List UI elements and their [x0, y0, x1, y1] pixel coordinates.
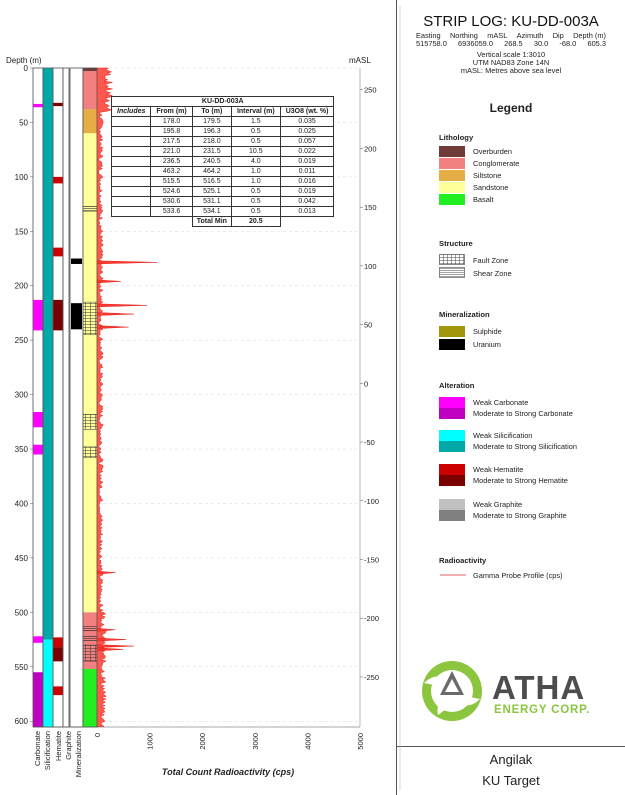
- weak-silicification-swatch: [439, 430, 465, 441]
- cps-tick-label: 2000: [198, 733, 208, 750]
- masl-tick-label: -250: [364, 672, 380, 682]
- lithology-interval: [83, 669, 97, 727]
- basalt-label: Basalt: [473, 195, 494, 204]
- masl-tick-label: 250: [364, 85, 377, 95]
- hematite-interval: [53, 177, 63, 184]
- table-header-cell: To (m): [192, 107, 231, 117]
- table-cell: 1.0: [231, 167, 280, 177]
- table-cell: 240.5: [192, 157, 231, 167]
- table-cell: 0.019: [280, 187, 334, 197]
- strong-carbonate-swatch: [439, 408, 465, 419]
- depth-tick-label: 50: [19, 118, 28, 128]
- table-header-row: [112, 107, 334, 117]
- column-label: Mineralization: [74, 731, 83, 778]
- table-cell: 231.5: [192, 147, 231, 157]
- table-cell: 0.016: [280, 177, 334, 187]
- cps-axis-title: Total Count Radioactivity (cps): [161, 767, 295, 777]
- silicification-interval: [43, 68, 53, 640]
- logo-mark-icon: [422, 661, 482, 721]
- project-name: Angilak: [489, 752, 533, 767]
- logo-subtitle: ENERGY CORP.: [494, 704, 591, 716]
- depth-tick-label: 500: [14, 608, 28, 618]
- depth-tick-label: 300: [14, 390, 28, 400]
- table-cell: 533.6: [151, 207, 192, 217]
- depth-tick-label: 200: [14, 281, 28, 291]
- masl-note: mASL: Metres above sea level: [460, 66, 562, 75]
- masl-tick-label: -100: [364, 496, 380, 506]
- total-label: Total Min: [192, 217, 231, 227]
- gamma-spike: [97, 571, 115, 574]
- column-label: Silicification: [43, 731, 52, 771]
- val-depth: 605.3: [587, 39, 606, 48]
- strong-graphite-label: Moderate to Strong Graphite: [473, 511, 567, 520]
- table-cell: 1.0: [231, 177, 280, 187]
- table-cell: 0.035: [280, 117, 334, 127]
- table-cell: 0.011: [280, 167, 334, 177]
- masl-tick-label: -50: [364, 438, 375, 448]
- carbonate-interval: [33, 636, 43, 643]
- table-cell: [112, 127, 151, 137]
- shear-zone-label: Shear Zone: [473, 269, 512, 278]
- depth-tick-label: 0: [23, 64, 28, 73]
- strip-log-title: STRIP LOG: KU-DD-003A: [423, 13, 599, 30]
- shear-zone-swatch: [440, 268, 465, 278]
- weak-hematite-swatch: [439, 464, 465, 475]
- weak-carbonate-swatch: [439, 397, 465, 408]
- sulphide-label: Sulphide: [473, 327, 502, 336]
- table-cell: 179.5: [192, 117, 231, 127]
- structure-interval: [83, 414, 97, 429]
- table-cell: 0.5: [231, 207, 280, 217]
- table-row: [112, 197, 334, 207]
- strong-hematite-swatch: [439, 475, 465, 486]
- masl-tick-label: -150: [364, 555, 380, 565]
- table-total-row: [112, 217, 334, 227]
- depth-tick-label: 350: [14, 445, 28, 455]
- gamma-spike: [97, 304, 147, 307]
- table-cell: 0.5: [231, 127, 280, 137]
- strong-hematite-label: Moderate to Strong Hematite: [473, 476, 568, 485]
- val-easting: 515758.0: [416, 39, 447, 48]
- table-cell: 0.5: [231, 197, 280, 207]
- table-cell: 0.5: [231, 187, 280, 197]
- siltstone-label: Siltstone: [473, 171, 502, 180]
- atha-logo: [418, 655, 618, 727]
- table-title: KU-DD-003A: [112, 97, 334, 107]
- total-value: 20.5: [231, 217, 280, 227]
- depth-axis-title: Depth (m): [6, 56, 42, 65]
- weak-graphite-label: Weak Graphite: [473, 500, 523, 509]
- weak-hematite-label: Weak Hematite: [473, 465, 524, 474]
- table-row: [112, 117, 334, 127]
- cps-tick-label: 3000: [250, 733, 260, 750]
- table-cell: 196.3: [192, 127, 231, 137]
- table-row: [112, 127, 334, 137]
- table-cell: 217.5: [151, 137, 192, 147]
- radioactivity-title: Radioactivity: [439, 556, 487, 565]
- structure-interval: [83, 447, 97, 458]
- table-cell: 0.042: [280, 197, 334, 207]
- hematite-column: [53, 68, 63, 727]
- masl-tick-label: -200: [364, 614, 380, 624]
- hematite-interval: [53, 300, 63, 330]
- sandstone-swatch: [439, 182, 465, 193]
- table-cell: [112, 187, 151, 197]
- masl-tick-label: 150: [364, 203, 377, 213]
- table-header-cell: From (m): [151, 107, 192, 117]
- gamma-line-swatch: [439, 572, 467, 578]
- masl-tick-label: 50: [364, 320, 373, 330]
- depth-tick-label: 600: [14, 717, 28, 727]
- col-northing: Northing: [449, 31, 478, 40]
- hematite-interval: [53, 248, 63, 257]
- table-cell: 534.1: [192, 207, 231, 217]
- strong-carbonate-label: Moderate to Strong Carbonate: [473, 409, 573, 418]
- table-cell: 218.0: [192, 137, 231, 147]
- masl-tick-label: 200: [364, 144, 377, 154]
- table-cell: 524.6: [151, 187, 192, 197]
- uranium-label: Uranium: [473, 340, 501, 349]
- table-row: [112, 207, 334, 217]
- hematite-interval: [53, 686, 63, 695]
- fault-zone-swatch: [440, 255, 465, 265]
- lithology-interval: [83, 133, 97, 612]
- basalt-swatch: [439, 194, 465, 205]
- structure-interval: [83, 627, 97, 631]
- logo-name: ATHA: [492, 669, 586, 706]
- table-cell: 4.0: [231, 157, 280, 167]
- weak-carbonate-label: Weak Carbonate: [473, 398, 529, 407]
- column-label: Graphite: [64, 731, 73, 760]
- table-cell: 525.1: [192, 187, 231, 197]
- conglomerate-label: Conglomerate: [473, 159, 520, 168]
- table-cell: [112, 177, 151, 187]
- table-row: [112, 187, 334, 197]
- table-row: [112, 167, 334, 177]
- cps-tick-label: 4000: [303, 733, 313, 750]
- target-name: KU Target: [482, 773, 540, 788]
- graphite-column: [63, 68, 69, 727]
- table-cell: [112, 147, 151, 157]
- table-row: [112, 177, 334, 187]
- lithology-interval: [83, 109, 97, 133]
- col-dip: Dip: [552, 31, 564, 40]
- hematite-interval: [53, 647, 63, 661]
- col-easting: Easting: [416, 31, 441, 40]
- masl-axis-title: mASL: [349, 56, 371, 65]
- masl-tick-label: 100: [364, 261, 377, 271]
- column-label: Hematite: [54, 731, 63, 762]
- depth-tick-label: 100: [14, 172, 28, 182]
- depth-tick-label: 150: [14, 227, 28, 237]
- table-cell: 0.022: [280, 147, 334, 157]
- table-header-cell: Interval (m): [231, 107, 280, 117]
- weak-graphite-swatch: [439, 499, 465, 510]
- sulphide-swatch: [439, 326, 465, 337]
- fault-zone-label: Fault Zone: [473, 256, 509, 265]
- structure-interval: [83, 645, 97, 661]
- lithology-interval: [83, 68, 97, 71]
- gamma-spike: [97, 313, 134, 316]
- column-label: Carbonate: [33, 731, 42, 767]
- conglomerate-swatch: [439, 158, 465, 169]
- table-cell: 10.5: [231, 147, 280, 157]
- table-cell: 0.025: [280, 127, 334, 137]
- structure-interval: [83, 302, 97, 335]
- lithology-legend: [439, 146, 609, 210]
- vertical-scale: Vertical scale 1:3010: [476, 50, 546, 59]
- gamma-probe-label: Gamma Probe Profile (cps): [473, 571, 563, 580]
- overburden-swatch: [439, 146, 465, 157]
- table-cell: 0.5: [231, 137, 280, 147]
- gamma-spike: [97, 648, 123, 651]
- table-cell: 516.5: [192, 177, 231, 187]
- weak-silicification-label: Weak Silicification: [473, 431, 533, 440]
- scale-info: [397, 51, 625, 75]
- table-cell: 221.0: [151, 147, 192, 157]
- table-cell: 0.057: [280, 137, 334, 147]
- structure-interval: [83, 206, 97, 211]
- table-cell: 178.0: [151, 117, 192, 127]
- val-azimuth: 30.0: [533, 39, 549, 48]
- val-dip: -68.0: [559, 39, 577, 48]
- structure-swatches: [439, 254, 466, 280]
- table-cell: 0.013: [280, 207, 334, 217]
- carbonate-interval: [33, 412, 43, 427]
- siltstone-swatch: [439, 170, 465, 181]
- cps-tick-label: 0: [93, 733, 102, 738]
- table-cell: [112, 167, 151, 177]
- table-cell: 530.6: [151, 197, 192, 207]
- uranium-swatch: [439, 339, 465, 350]
- table-cell: 236.5: [151, 157, 192, 167]
- col-depth: Depth (m): [573, 31, 606, 40]
- strong-silicification-swatch: [439, 441, 465, 452]
- uranium-interval: [71, 259, 82, 264]
- gamma-spike: [97, 280, 121, 283]
- gamma-spike: [97, 628, 115, 631]
- table-row: [112, 147, 334, 157]
- table-cell: 515.5: [151, 177, 192, 187]
- overburden-label: Overburden: [473, 147, 513, 156]
- col-azimuth: Azimuth: [516, 31, 544, 40]
- lithology-title: Lithology: [439, 133, 474, 142]
- table-cell: [112, 137, 151, 147]
- val-northing: 6936059.0: [458, 39, 493, 48]
- hematite-interval: [53, 637, 63, 647]
- table-cell: [112, 207, 151, 217]
- table-cell: [112, 117, 151, 127]
- mineralization-column: [70, 68, 83, 727]
- table-cell: [112, 157, 151, 167]
- silicification-interval: [43, 640, 53, 727]
- cps-tick-label: 1000: [145, 733, 155, 750]
- alteration-title: Alteration: [439, 381, 475, 390]
- val-masl: 268.5: [504, 39, 523, 48]
- masl-tick-label: 0: [364, 379, 369, 389]
- table-header-cell: Includes: [112, 107, 151, 117]
- table-cell: 1.5: [231, 117, 280, 127]
- structure-interval: [83, 636, 97, 640]
- collar-info: [416, 32, 606, 48]
- table-cell: 463.2: [151, 167, 192, 177]
- hematite-interval: [53, 103, 63, 106]
- table-cell: 195.8: [151, 127, 192, 137]
- carbonate-interval: [33, 104, 43, 107]
- col-masl: mASL: [487, 31, 508, 40]
- utm-zone: UTM NAD83 Zone 14N: [472, 58, 550, 67]
- alteration-legend: [439, 397, 619, 527]
- gamma-spike: [97, 326, 129, 329]
- depth-tick-label: 450: [14, 553, 28, 563]
- table-cell: 0.019: [280, 157, 334, 167]
- carbonate-interval: [33, 445, 43, 455]
- depth-tick-label: 250: [14, 336, 28, 346]
- table-cell: 464.2: [192, 167, 231, 177]
- assay-table: [111, 96, 334, 227]
- gamma-spike: [97, 638, 126, 641]
- depth-tick-label: 550: [14, 662, 28, 672]
- uranium-interval: [71, 303, 82, 329]
- depth-tick-label: 400: [14, 499, 28, 509]
- structure-title: Structure: [439, 239, 473, 248]
- sandstone-label: Sandstone: [473, 183, 509, 192]
- legend-title: Legend: [489, 101, 533, 115]
- lithology-interval: [83, 71, 97, 109]
- gamma-spike: [97, 645, 134, 648]
- table-row: [112, 157, 334, 167]
- carbonate-interval: [33, 300, 43, 330]
- strong-graphite-swatch: [439, 510, 465, 521]
- table-cell: 531.1: [192, 197, 231, 207]
- carbonate-column: [33, 68, 43, 727]
- cps-tick-label: 5000: [356, 733, 365, 750]
- table-header-cell: U3O8 (wt. %): [280, 107, 334, 117]
- carbonate-interval: [33, 672, 43, 727]
- table-cell: [112, 197, 151, 207]
- table-row: [112, 137, 334, 147]
- gamma-spike: [97, 261, 157, 264]
- mineralization-title: Mineralization: [439, 310, 490, 319]
- strong-silicification-label: Moderate to Strong Silicification: [473, 442, 577, 451]
